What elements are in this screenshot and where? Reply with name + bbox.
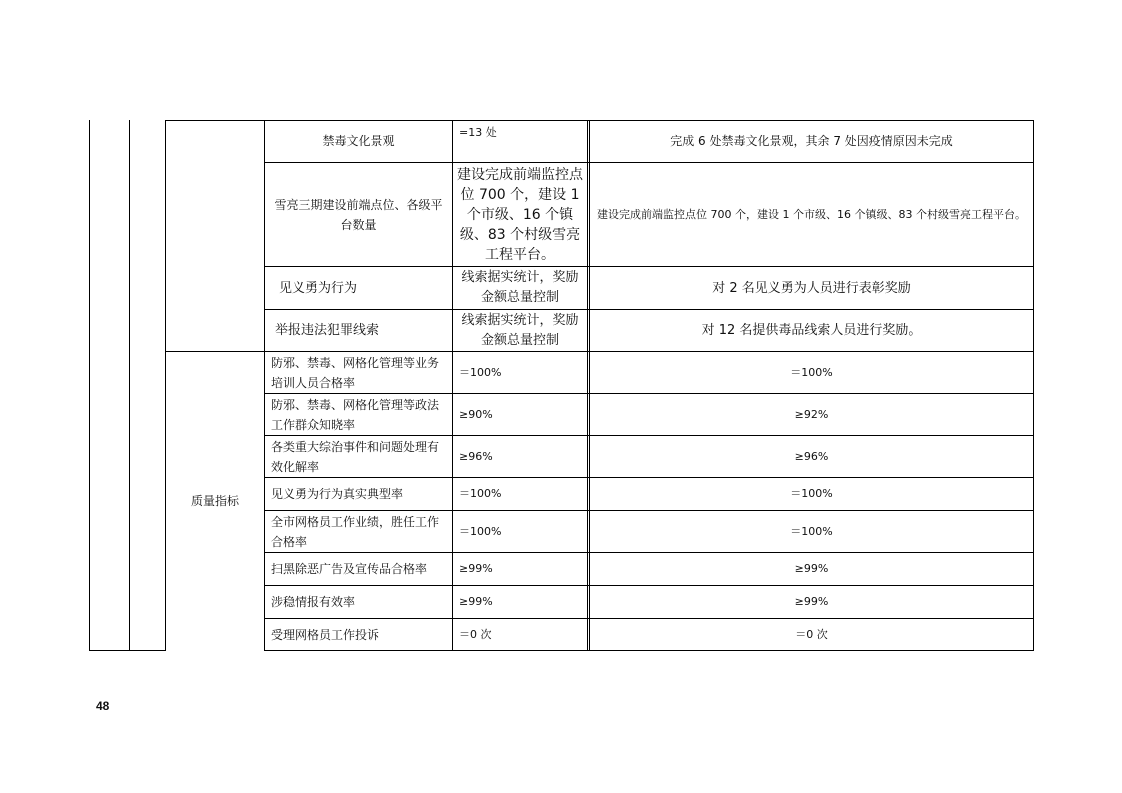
indicator-name: 防邪、禁毒、网格化管理等业务培训人员合格率 [271, 355, 440, 390]
indicator-cell [265, 478, 452, 510]
target-cell [453, 352, 587, 393]
actual-cell [590, 478, 1033, 510]
indicator-name: 禁毒文化景观 [322, 134, 395, 148]
target-value: ＝100% [459, 524, 502, 538]
category-cell [166, 352, 264, 650]
indicator-name: 扫黑除恶广告及宣传品合格率 [271, 562, 428, 576]
actual-cell [590, 436, 1033, 477]
indicator-cell [265, 163, 452, 266]
actual-cell [590, 586, 1033, 618]
page-number: 48 [96, 699, 110, 713]
target-value: ≥96% [459, 449, 493, 463]
actual-cell [590, 163, 1033, 266]
actual-value: ＝100% [790, 487, 833, 500]
indicator-cell [265, 352, 452, 393]
target-cell [453, 310, 587, 351]
actual-cell [590, 511, 1033, 552]
table-border [1033, 120, 1034, 651]
target-cell [453, 436, 587, 477]
actual-value: ≥96% [794, 449, 829, 463]
actual-cell [590, 267, 1033, 309]
actual-cell [590, 352, 1033, 393]
indicator-cell [265, 619, 452, 650]
indicator-cell [265, 586, 452, 618]
indicator-name: 全市网格员工作业绩，胜任工作合格率 [271, 514, 440, 549]
indicator-name: 见义勇为行为真实典型率 [271, 487, 404, 501]
actual-cell [590, 619, 1033, 650]
table-border [587, 120, 588, 651]
actual-cell [590, 121, 1033, 162]
actual-value: ＝0 次 [795, 627, 828, 641]
actual-value: ＝100% [790, 524, 833, 538]
target-cell [453, 267, 587, 309]
table-border [89, 120, 90, 651]
target-value: ≥99% [459, 562, 493, 575]
target-value: 线索据实统计，奖励金额总量控制 [461, 270, 579, 305]
table-border [89, 650, 166, 651]
actual-cell [590, 553, 1033, 585]
target-cell [453, 619, 587, 650]
target-value: ≥99% [459, 595, 493, 608]
target-cell [453, 553, 587, 585]
indicator-cell [265, 511, 452, 552]
target-cell [453, 394, 587, 435]
indicator-cell [265, 121, 452, 162]
indicator-name: 受理网格员工作投诉 [271, 627, 380, 642]
indicator-name: 各类重大综治事件和问题处理有效化解率 [271, 439, 440, 474]
actual-value: ≥92% [794, 407, 829, 421]
actual-cell [590, 394, 1033, 435]
indicator-cell [265, 310, 452, 351]
target-value: 线索据实统计，奖励金额总量控制 [461, 312, 579, 348]
indicator-cell [265, 267, 452, 309]
indicator-cell [265, 553, 452, 585]
actual-value: ＝100% [790, 365, 833, 379]
actual-value: 完成 6 处禁毒文化景观，其余 7 处因疫情原因未完成 [670, 134, 953, 148]
target-value: ＝100% [459, 487, 502, 500]
target-value: ＝100% [459, 365, 502, 379]
category-label: 质量指标 [190, 493, 239, 508]
indicator-name: 防邪、禁毒、网格化管理等政法工作群众知晓率 [271, 397, 440, 432]
actual-value: 建设完成前端监控点位 700 个，建设 1 个市级、16 个镇级、83 个村级雪亮工程平台。 [597, 207, 1026, 221]
target-value: ≥90% [459, 407, 493, 421]
target-cell [453, 478, 587, 510]
indicator-name: 见义勇为行为 [279, 280, 358, 296]
actual-value: ≥99% [794, 562, 829, 575]
indicator-name: 雪亮三期建设前端点位、各级平台数量 [274, 197, 443, 232]
table-border [264, 650, 1033, 651]
target-cell [453, 511, 587, 552]
target-cell [453, 163, 587, 266]
actual-value: 对 12 名提供毒品线索人员进行奖励。 [701, 323, 922, 338]
target-value: 建设完成前端监控点位 700 个，建设 1 个市级、16 个镇级、83 个村级雪亮工程平台。 [457, 166, 583, 263]
target-cell [453, 586, 587, 618]
actual-value: 对 2 名见义勇为人员进行表彰奖励 [712, 280, 911, 296]
indicator-name: 涉稳情报有效率 [271, 595, 356, 609]
indicator-cell [265, 394, 452, 435]
target-value: =13 处 [459, 126, 497, 139]
indicator-name: 举报违法犯罪线索 [275, 323, 380, 338]
actual-value: ≥99% [794, 595, 829, 608]
table-border [129, 120, 130, 651]
target-value: ＝0 次 [459, 627, 492, 641]
actual-cell [590, 310, 1033, 351]
indicator-cell [265, 436, 452, 477]
